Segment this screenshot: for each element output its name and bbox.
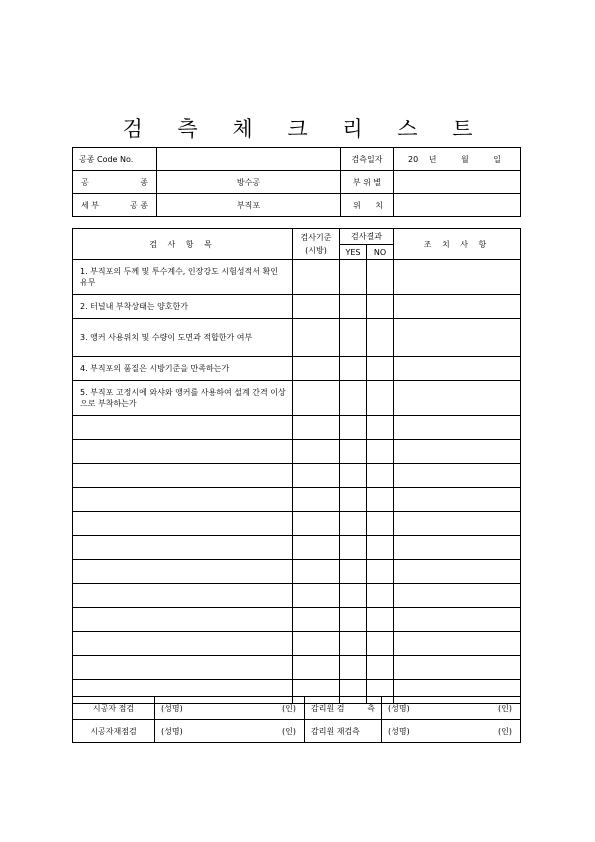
date-month-unit: 월 <box>461 154 469 164</box>
date-year-unit: 년 <box>428 154 437 164</box>
checklist-row <box>73 416 521 440</box>
checklist-action-cell[interactable] <box>394 608 521 632</box>
checklist-no-cell[interactable] <box>367 440 394 464</box>
checklist-standard-cell[interactable] <box>293 416 340 440</box>
work-label-a: 공 <box>81 177 89 187</box>
col-header-standard <box>293 229 340 260</box>
checklist-no-cell[interactable] <box>367 608 394 632</box>
checklist-row <box>73 608 521 632</box>
checklist-yes-cell[interactable] <box>340 512 367 536</box>
checklist-standard-cell[interactable] <box>293 560 340 584</box>
checklist-action-cell[interactable] <box>394 632 521 656</box>
signature-right-label-b: 측 <box>367 703 375 713</box>
code-value[interactable] <box>157 148 341 171</box>
checklist-no-cell[interactable] <box>367 584 394 608</box>
checklist-item-text: 3. 앵커 사용위치 및 수량이 도면과 적합한가 여부 <box>73 319 293 357</box>
col-header-yes: YES <box>340 245 367 260</box>
signature-name-text: (성명) <box>161 726 183 736</box>
part-label: 부 위 별 <box>341 171 394 194</box>
checklist-item-text <box>73 488 293 512</box>
document-title: 검 측 체 크 리 스 트 <box>122 117 487 141</box>
checklist-no-cell[interactable] <box>367 295 394 319</box>
checklist-row <box>73 381 521 416</box>
col-header-standard-line2: (시방) <box>305 246 327 255</box>
checklist-action-cell[interactable] <box>394 536 521 560</box>
checklist-action-cell[interactable] <box>394 512 521 536</box>
signature-right-label <box>305 697 382 720</box>
date-year: 20 <box>408 154 419 164</box>
part-value[interactable] <box>394 171 521 194</box>
checklist-standard-cell[interactable] <box>293 381 340 416</box>
checklist-action-cell[interactable] <box>394 440 521 464</box>
col-header-action: 조 치 사 항 <box>394 229 521 260</box>
checklist-item-text <box>73 512 293 536</box>
checklist-no-cell[interactable] <box>367 464 394 488</box>
checklist-no-cell[interactable] <box>367 488 394 512</box>
signature-right-label <box>305 720 382 743</box>
checklist-item-text <box>73 608 293 632</box>
col-header-result: 검사결과 <box>340 229 394 245</box>
checklist-standard-cell[interactable] <box>293 632 340 656</box>
checklist-standard-cell[interactable] <box>293 464 340 488</box>
checklist-yes-cell[interactable] <box>340 464 367 488</box>
sub-work-value[interactable]: 부직포 <box>157 194 341 217</box>
checklist-item-text <box>73 440 293 464</box>
checklist-item-text <box>73 632 293 656</box>
checklist-yes-cell[interactable] <box>340 357 367 381</box>
col-header-item: 검 사 항 목 <box>73 229 293 260</box>
checklist-standard-cell[interactable] <box>293 656 340 680</box>
checklist-no-cell[interactable] <box>367 632 394 656</box>
location-value[interactable] <box>394 194 521 217</box>
checklist-row <box>73 488 521 512</box>
checklist-yes-cell[interactable] <box>340 440 367 464</box>
signature-table <box>72 696 521 743</box>
checklist-no-cell[interactable] <box>367 381 394 416</box>
checklist-no-cell[interactable] <box>367 260 394 295</box>
checklist-item-text <box>73 656 293 680</box>
checklist-standard-cell[interactable] <box>293 295 340 319</box>
checklist-no-cell[interactable] <box>367 536 394 560</box>
checklist-row <box>73 584 521 608</box>
checklist-item-text <box>73 416 293 440</box>
checklist-row <box>73 536 521 560</box>
header-info-table <box>72 147 521 217</box>
inspect-date-label: 검측일자 <box>341 148 394 171</box>
checklist-yes-cell[interactable] <box>340 381 367 416</box>
checklist-standard-cell[interactable] <box>293 584 340 608</box>
sub-label-a: 세 부 <box>81 200 99 210</box>
work-label-b: 종 <box>140 177 148 187</box>
checklist-item-text <box>73 536 293 560</box>
checklist-action-cell[interactable] <box>394 416 521 440</box>
checklist-row <box>73 319 521 357</box>
signature-seal-text: (인) <box>282 726 296 736</box>
date-day-unit: 일 <box>493 154 502 164</box>
signature-name-text: (성명) <box>388 726 410 736</box>
checklist-item-text: 1. 부직포의 두께 및 투수계수, 인장강도 시험성적서 확인 유무 <box>73 260 293 295</box>
signature-name-text: (성명) <box>388 703 410 713</box>
sub-work-label <box>73 194 157 217</box>
checklist-action-cell[interactable] <box>394 260 521 295</box>
checklist-action-cell[interactable] <box>394 357 521 381</box>
checklist-action-cell[interactable] <box>394 381 521 416</box>
checklist-standard-cell[interactable] <box>293 512 340 536</box>
location-label <box>341 194 394 217</box>
code-label: 공종 Code No. <box>73 148 157 171</box>
inspect-date-value[interactable] <box>394 148 521 171</box>
checklist-row <box>73 656 521 680</box>
checklist-action-cell[interactable] <box>394 560 521 584</box>
checklist-row <box>73 295 521 319</box>
signature-seal-text: (인) <box>498 703 512 713</box>
checklist-standard-cell[interactable] <box>293 536 340 560</box>
checklist-yes-cell[interactable] <box>340 560 367 584</box>
checklist-row <box>73 440 521 464</box>
col-header-no: NO <box>367 245 394 260</box>
checklist-item-text <box>73 464 293 488</box>
checklist-standard-cell[interactable] <box>293 488 340 512</box>
loc-label-a: 위 <box>353 200 361 210</box>
checklist-no-cell[interactable] <box>367 416 394 440</box>
checklist-item-text: 5. 부직포 고정시에 와샤와 앵커를 사용하여 설계 간격 이상으로 부착하는가 <box>73 381 293 416</box>
checklist-yes-cell[interactable] <box>340 488 367 512</box>
signature-left-field[interactable] <box>155 720 305 743</box>
checklist-row <box>73 632 521 656</box>
checklist-standard-cell[interactable] <box>293 608 340 632</box>
col-header-standard-line1: 검사기준 <box>300 233 332 242</box>
checklist-row <box>73 464 521 488</box>
checklist-no-cell[interactable] <box>367 357 394 381</box>
checklist-item-text <box>73 584 293 608</box>
signature-left-label: 시공자재점검 <box>73 720 155 743</box>
checklist-row <box>73 560 521 584</box>
checklist-item-text: 2. 터널내 부착상태는 양호한가 <box>73 295 293 319</box>
signature-right-label-a: 감리원 재검측 <box>311 726 360 736</box>
checklist-item-text: 4. 부직포의 품질은 시방기준을 만족하는가 <box>73 357 293 381</box>
checklist-no-cell[interactable] <box>367 512 394 536</box>
checklist-action-cell[interactable] <box>394 464 521 488</box>
checklist-action-cell[interactable] <box>394 656 521 680</box>
checklist-no-cell[interactable] <box>367 319 394 357</box>
signature-left-field[interactable] <box>155 697 305 720</box>
checklist-action-cell[interactable] <box>394 319 521 357</box>
checklist-yes-cell[interactable] <box>340 319 367 357</box>
checklist-yes-cell[interactable] <box>340 536 367 560</box>
checklist-row <box>73 357 521 381</box>
checklist-standard-cell[interactable] <box>293 357 340 381</box>
work-label <box>73 171 157 194</box>
checklist-row <box>73 512 521 536</box>
checklist-no-cell[interactable] <box>367 656 394 680</box>
sub-label-b: 공 종 <box>130 200 148 210</box>
signature-left-label: 시공자 점검 <box>73 697 155 720</box>
signature-right-field[interactable] <box>382 697 521 720</box>
checklist-table <box>72 228 521 704</box>
checklist-yes-cell[interactable] <box>340 584 367 608</box>
signature-name-text: (성명) <box>161 703 183 713</box>
checklist-item-text <box>73 560 293 584</box>
checklist-yes-cell[interactable] <box>340 260 367 295</box>
loc-label-b: 치 <box>375 200 383 210</box>
checklist-action-cell[interactable] <box>394 295 521 319</box>
signature-seal-text: (인) <box>498 726 512 736</box>
checklist-standard-cell[interactable] <box>293 260 340 295</box>
checklist-no-cell[interactable] <box>367 560 394 584</box>
signature-right-label-a: 감리원 검 <box>311 703 345 713</box>
checklist-row <box>73 260 521 295</box>
signature-seal-text: (인) <box>282 703 296 713</box>
checklist-yes-cell[interactable] <box>340 608 367 632</box>
work-value[interactable]: 방수공 <box>157 171 341 194</box>
checklist-standard-cell[interactable] <box>293 440 340 464</box>
checklist-yes-cell[interactable] <box>340 632 367 656</box>
checklist-action-cell[interactable] <box>394 488 521 512</box>
checklist-action-cell[interactable] <box>394 584 521 608</box>
checklist-standard-cell[interactable] <box>293 319 340 357</box>
checklist-yes-cell[interactable] <box>340 295 367 319</box>
signature-right-field[interactable] <box>382 720 521 743</box>
checklist-yes-cell[interactable] <box>340 416 367 440</box>
checklist-yes-cell[interactable] <box>340 656 367 680</box>
